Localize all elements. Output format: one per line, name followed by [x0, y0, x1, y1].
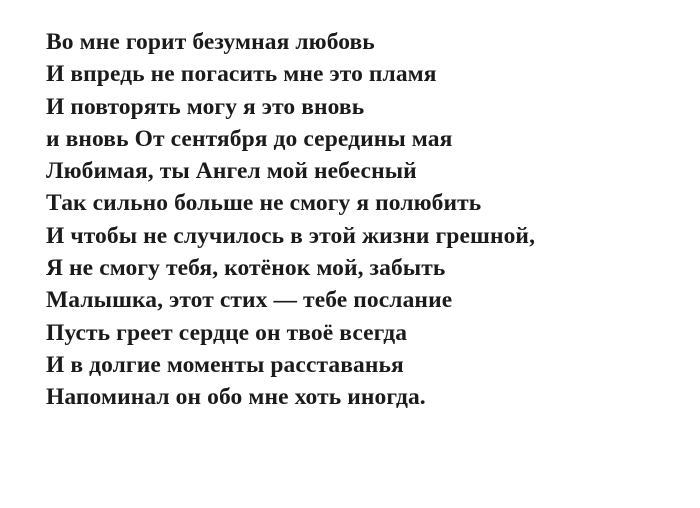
poem-line: Любимая, ты Ангел мой небесный [46, 158, 417, 185]
poem-line: Напоминал он обо мне хоть иногда. [46, 384, 426, 411]
poem-text-block [46, 26, 666, 414]
poem-line: Я не смогу тебя, котёнок мой, забыть [46, 255, 446, 282]
poem-line: Так сильно больше не смогу я полюбить [46, 190, 482, 217]
poem-line: И чтобы не случилось в этой жизни грешной, [46, 222, 536, 249]
poem-line: И повторять могу я это вновь [46, 93, 365, 120]
poem-line: Во мне горит безумная любовь [46, 29, 375, 55]
poem-line: И впредь не погасить мне это пламя [46, 61, 437, 88]
poem-line: Пусть греет сердце он твоё всегда [46, 319, 408, 346]
poem-line: И в долгие моменты расставанья [46, 351, 404, 378]
poem-line: Малышка, этот стих — тебе послание [46, 287, 453, 314]
poem-line: и вновь От сентября до середины мая [46, 125, 453, 152]
